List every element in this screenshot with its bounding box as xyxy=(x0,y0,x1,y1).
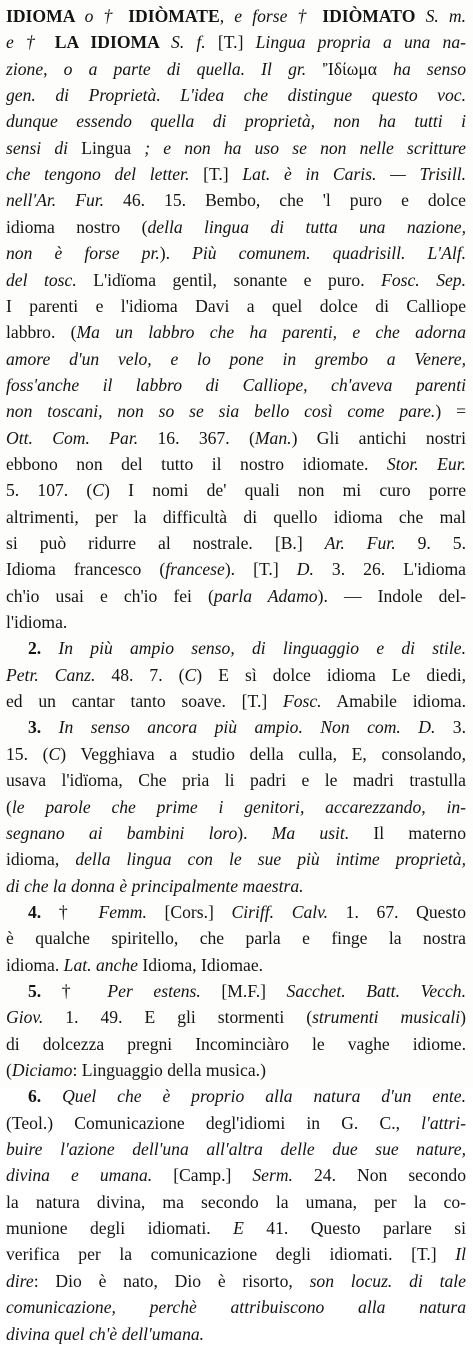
text-line xyxy=(6,1294,466,1320)
text-line xyxy=(6,29,466,55)
text-line xyxy=(6,187,466,213)
text-run: foss'anche il labbro di Calliope, ch'aveva parenti xyxy=(6,374,466,395)
text-run: Lat. è in Caris. — Trisill. xyxy=(242,164,466,185)
text-line xyxy=(6,108,466,134)
text-run: gen. di Proprietà. L'idea che distingue questo voc. xyxy=(6,85,466,106)
text-run: [M.F.] xyxy=(200,980,287,1001)
text-run: Sacchet. Batt. Vecch. xyxy=(286,980,466,1001)
text-run: nell'Ar. Fur. xyxy=(6,190,105,211)
text-line xyxy=(6,767,466,793)
text-run: Per estens. xyxy=(107,980,201,1001)
text-run: del tosc. xyxy=(6,269,77,290)
text-run: IDIOMA xyxy=(6,6,85,26)
text-run: della lingua di tutta una nazione, xyxy=(147,216,466,237)
text-line xyxy=(6,161,466,187)
text-line xyxy=(6,214,466,240)
text-run: idioma. xyxy=(6,954,64,975)
text-run: In più ampio senso, di linguaggio e di stile. xyxy=(58,638,466,659)
text-run: munione degli idiomati. xyxy=(6,1218,234,1239)
text-run: le parole che prime i genitori, accarezzando, in- xyxy=(11,796,466,817)
text-run: ). xyxy=(237,822,272,843)
text-run: Più comunem. quadrisill. L'Alf. xyxy=(192,243,466,264)
text-run: In senso ancora più ampio. Non com. D. xyxy=(58,717,436,738)
text-run: Idioma francesco ( xyxy=(6,559,166,580)
text-line xyxy=(6,240,466,266)
text-run: 16. 367. ( xyxy=(138,427,255,448)
text-run: comunicazione, perchè attribuiscono alla natura xyxy=(6,1297,466,1318)
text-run: 48. 7. ( xyxy=(95,664,185,685)
text-run: altrimenti, per la difficultà di quello idioma che mal xyxy=(6,506,466,527)
text-run: divina quel ch'è dell'umana. xyxy=(6,1323,205,1344)
text-run: non toscani, non so se sia bello così come pare. xyxy=(6,401,436,422)
text-run: di dolcezza pregni Incominciàro le vaghe idiome. xyxy=(6,1033,466,1054)
text-run: Serm. xyxy=(252,1165,293,1186)
text-line xyxy=(6,820,466,846)
text-line xyxy=(6,135,466,161)
text-run: 5. 107. ( xyxy=(6,480,93,501)
text-run: 3. xyxy=(28,717,59,738)
text-run: idioma nostro ( xyxy=(6,216,148,237)
text-run: ) I nomi de' quali non mi curo porre xyxy=(104,480,467,501)
text-run: ; e non ha uso se non nelle scritture xyxy=(131,137,466,158)
text-line xyxy=(6,504,466,530)
text-line xyxy=(28,635,466,661)
text-run: verifica per la comunicazione degli idiomati. [T.] xyxy=(6,1244,456,1265)
text-run: Ma un labbro che ha parenti, e che adorna xyxy=(76,322,466,343)
text-line xyxy=(6,741,466,767)
text-run: 41. Questo parlare si xyxy=(243,1218,467,1239)
text-run: 1. 49. E gli stormenti ( xyxy=(43,1007,313,1028)
text-run: C xyxy=(48,743,61,764)
text-run: zione, o a parte di quella. Il gr. xyxy=(6,58,307,79)
text-run: 46. 15. Bembo, che 'l puro e dolce xyxy=(104,190,466,211)
text-line xyxy=(6,846,466,872)
text-line xyxy=(6,82,466,108)
text-run: la natura divina, ma secondo la umana, per la co- xyxy=(6,1191,466,1212)
text-run: 9. 5. xyxy=(395,533,467,553)
text-run: 5. xyxy=(28,980,62,1001)
text-run: [Camp.] xyxy=(152,1165,253,1186)
text-line xyxy=(6,873,466,899)
text-line xyxy=(6,56,466,82)
text-line xyxy=(28,714,466,740)
text-run: 15. ( xyxy=(6,743,49,764)
text-run: 3. 26. L'idioma xyxy=(313,559,466,580)
text-run: dire xyxy=(6,1270,34,1291)
text-run: non è forse pr. xyxy=(6,243,160,264)
text-run: dunque essendo quella di proprietà, non ha tutti i xyxy=(6,111,466,132)
text-run: Il xyxy=(455,1244,466,1265)
text-run: IDIÒMATO xyxy=(322,6,426,26)
text-line xyxy=(6,293,466,319)
text-run: Amabile idioma. xyxy=(321,691,466,712)
text-run: 4. xyxy=(28,901,59,922)
text-run: idioma, xyxy=(6,849,76,870)
text-line xyxy=(6,1004,466,1030)
text-run: si può ridurre al nostrale. [B.] xyxy=(6,533,325,553)
text-line xyxy=(6,267,466,293)
text-run: 24. Non secondo xyxy=(292,1165,466,1186)
text-run: ) Gli antichi nostri xyxy=(291,427,466,448)
text-run: ) = xyxy=(435,401,466,422)
text-line xyxy=(6,372,466,398)
text-line xyxy=(6,925,466,951)
text-run: S. m. xyxy=(425,6,466,26)
text-run: † xyxy=(61,980,108,1001)
text-run: Giov. xyxy=(6,1007,44,1028)
text-run: sensi di xyxy=(6,137,82,158)
text-run: (Teol.) Comunicazione degl'idiomi in G. C., xyxy=(6,1112,422,1133)
text-run: e † xyxy=(6,32,55,53)
text-run: della lingua con le sue più intime proprietà, xyxy=(75,849,466,870)
text-run: Diciamo xyxy=(11,1060,73,1080)
text-line xyxy=(6,530,466,556)
text-run: [Cors.] xyxy=(146,901,232,922)
text-line xyxy=(6,1110,466,1136)
text-line xyxy=(6,1321,466,1347)
text-run: LA IDIOMA xyxy=(54,32,172,53)
text-run: è qualche spiritello, che parla e finge la nostra xyxy=(6,928,466,949)
text-line xyxy=(28,978,466,1004)
text-line xyxy=(6,1268,466,1294)
text-run: Petr. Canz. xyxy=(6,664,96,685)
text-run: D. xyxy=(296,559,314,580)
text-run: S. f. xyxy=(171,32,206,53)
text-run: Fosc. xyxy=(282,691,322,712)
text-run: L'idïoma gentil, sonante e puro. xyxy=(76,269,382,290)
text-line xyxy=(6,451,466,477)
text-line xyxy=(6,688,466,714)
text-run: Man. xyxy=(254,427,292,448)
text-line xyxy=(6,3,466,29)
text-run: Il materno xyxy=(349,822,467,843)
text-run: Lat. anche xyxy=(63,954,138,975)
text-line xyxy=(6,477,466,503)
text-run: IDIÒMATE xyxy=(128,6,220,26)
text-run: son locuz. di tale xyxy=(309,1270,466,1291)
text-line xyxy=(6,1136,466,1162)
text-run: segnano ai bambini loro xyxy=(6,822,238,843)
text-run: strumenti musicali xyxy=(312,1007,461,1028)
text-line xyxy=(6,794,466,820)
text-run: C xyxy=(184,664,197,685)
text-run: Lingua propria a una na- xyxy=(255,32,466,53)
text-run: 'Ἰδίωμα xyxy=(306,58,394,79)
text-line xyxy=(28,1083,466,1109)
text-run: 2. xyxy=(28,638,59,659)
text-run: ). — Indole del- xyxy=(317,585,466,606)
text-run: [T.] xyxy=(205,32,256,53)
text-run: Ott. Com. Par. xyxy=(6,427,139,448)
text-run: Ar. Fur. xyxy=(324,533,396,553)
text-line xyxy=(6,556,466,582)
text-run: Femm. xyxy=(98,901,147,922)
text-run: Ma usit. xyxy=(271,822,350,843)
text-run: 3. xyxy=(435,717,466,738)
text-run: Lingua xyxy=(81,137,132,158)
text-run: labbro. ( xyxy=(6,322,77,343)
text-run: ). xyxy=(159,243,193,264)
text-run: usava l'idïoma, Che pria li padri e le madri trastulla xyxy=(6,770,466,791)
text-run: francese xyxy=(165,559,225,580)
text-run: 6. xyxy=(28,1086,63,1107)
text-run: ed un cantar tanto soave. [T.] xyxy=(6,691,283,712)
text-run: Quel che è proprio alla natura d'un ente. xyxy=(62,1086,467,1107)
text-line xyxy=(28,899,466,925)
text-run: di che la donna è principalmente maestra. xyxy=(6,875,304,896)
text-run: o † xyxy=(84,6,129,26)
text-run: Fosc. Sep. xyxy=(381,269,466,290)
text-line xyxy=(6,1057,466,1083)
text-run: buire l'azione dell'una all'altra delle due sue nature, xyxy=(6,1139,466,1160)
text-line xyxy=(6,583,466,609)
text-line xyxy=(6,1189,466,1215)
text-line xyxy=(6,425,466,451)
text-run: parla Adamo xyxy=(213,585,318,606)
text-run: , e forse † xyxy=(219,6,323,26)
text-line xyxy=(6,1215,466,1241)
text-run: ( xyxy=(6,796,12,817)
text-run: E xyxy=(233,1218,244,1239)
text-run: Stor. Eur. xyxy=(386,453,467,474)
text-run: I parenti e l'idioma Davi a quel dolce di Calliope xyxy=(6,295,466,316)
text-run: † xyxy=(58,901,99,922)
text-run: ) E sì dolce idioma Le diedi, xyxy=(196,664,466,685)
text-run: ha senso xyxy=(393,58,466,79)
text-run: ebbono non del tutto il nostro idiomate. xyxy=(6,453,387,474)
text-run: ( xyxy=(6,1060,12,1080)
text-line xyxy=(6,662,466,688)
text-run: [T.] xyxy=(189,164,243,185)
text-run: ). [T.] xyxy=(224,559,297,580)
text-line xyxy=(6,1241,466,1267)
text-run: l'idioma. xyxy=(6,612,68,633)
text-run: : Dio è nato, Dio è risorto, xyxy=(33,1270,310,1291)
text-run: che tengono del letter. xyxy=(6,164,190,185)
text-line xyxy=(6,346,466,372)
text-line xyxy=(6,952,466,978)
text-line xyxy=(6,1031,466,1057)
text-line xyxy=(6,398,466,424)
text-run: Ciriff. Calv. xyxy=(231,901,329,922)
text-run: ch'io usai e ch'io fei ( xyxy=(6,585,214,606)
text-run: Idioma, Idiomae. xyxy=(137,954,264,975)
text-run: : Linguaggio della musica.) xyxy=(72,1060,266,1080)
text-line xyxy=(6,1162,466,1188)
text-run: divina e umana. xyxy=(6,1165,153,1186)
text-run: amore d'un velo, e lo pone in grembo a Venere, xyxy=(6,348,466,369)
text-run: 1. 67. Questo xyxy=(328,901,466,922)
text-run: ) Vegghiava a studio della culla, E, consolando, xyxy=(60,743,466,764)
text-run: C xyxy=(92,480,105,501)
text-run: ) xyxy=(460,1007,466,1028)
text-line xyxy=(6,609,466,635)
text-run: l'attri- xyxy=(421,1112,466,1133)
text-line xyxy=(6,319,466,345)
